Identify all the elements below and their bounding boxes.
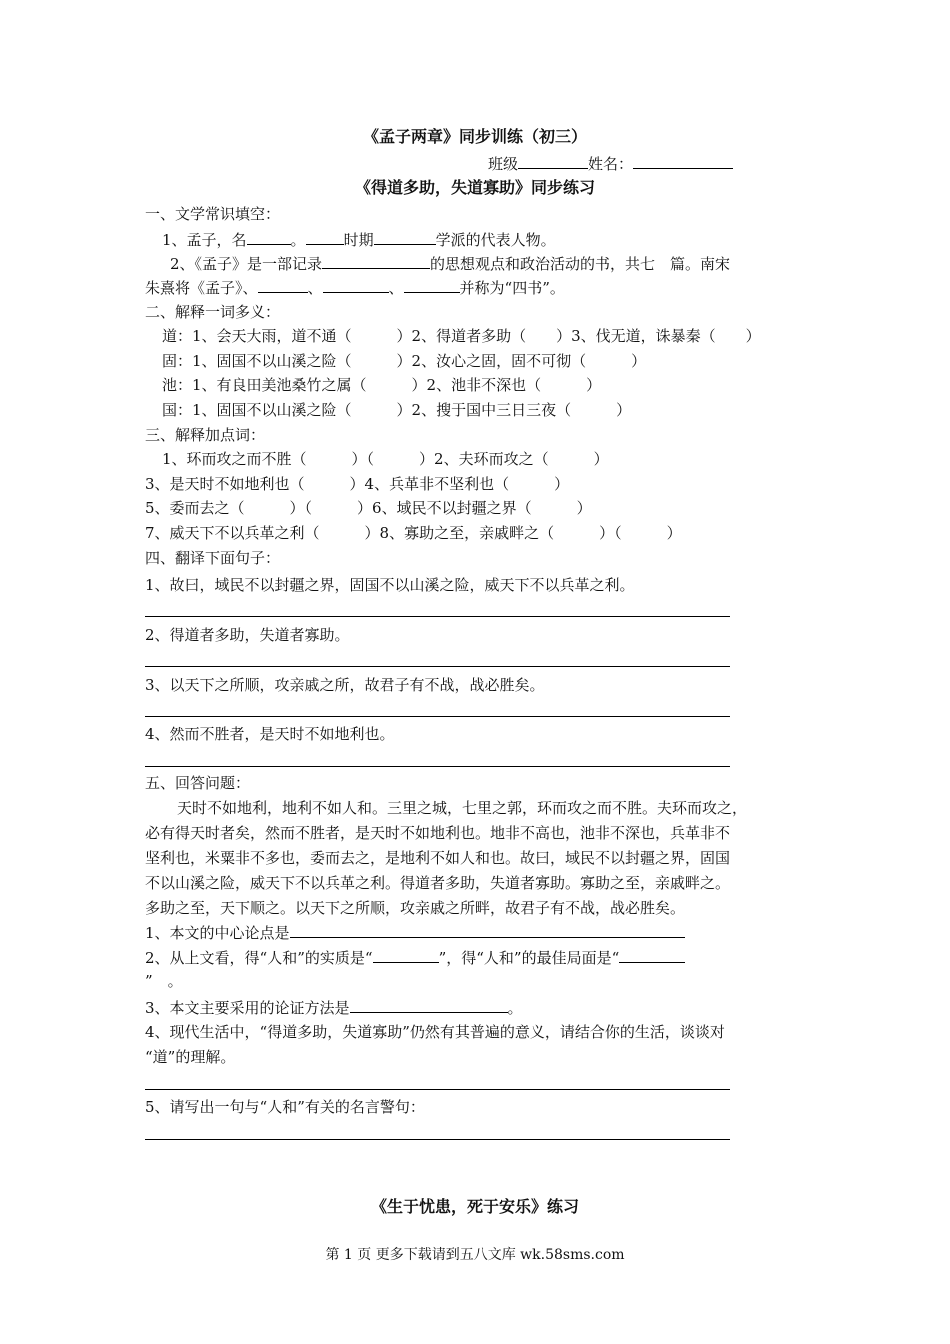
- class-name-line: [488, 152, 733, 175]
- translate-q1: 1、故曰，域民不以封疆之界，固国不以山溪之险，威天下不以兵革之利。: [145, 576, 635, 594]
- q3-label: 3、本文主要采用的论证方法是: [145, 999, 350, 1017]
- translate-q4: 4、然而不胜者，是天时不如地利也。: [145, 725, 395, 743]
- school-blank[interactable]: [374, 228, 436, 245]
- record-blank[interactable]: [322, 252, 430, 269]
- q2-text-b: 的思想观点和政治活动的书，共七 篇。南宋: [430, 255, 731, 273]
- translate-q3: 3、以天下之所顺，攻亲戚之所，故君子有不战，战必胜矣。: [145, 676, 545, 694]
- answer-q4-line1: 4、现代生活中，“得道多助，失道寡助”仍然有其普遍的意义，请结合你的生活，谈谈对: [145, 1023, 725, 1041]
- dotted-words-line1: 1、环而攻之而不胜（ ）（ ）2、夫环而攻之（ ）: [162, 450, 609, 468]
- book-blank-3[interactable]: [404, 276, 460, 293]
- subtitle-shengyu: 《生于忧患，死于安乐》练习: [370, 1197, 579, 1216]
- section5-heading: 五、回答问题：: [145, 774, 251, 792]
- q1-label: 1、本文的中心论点是: [145, 924, 290, 942]
- renhe-best-blank[interactable]: [619, 946, 685, 963]
- period-blank[interactable]: [306, 228, 344, 245]
- mencius-name-blank[interactable]: [247, 228, 291, 245]
- section3-heading: 三、解释加点词：: [145, 426, 266, 444]
- q2-text-f: 并称为“四书”。: [459, 279, 565, 297]
- method-blank[interactable]: [350, 996, 508, 1013]
- thesis-blank[interactable]: [290, 921, 685, 938]
- answer-q2: [145, 946, 685, 969]
- book-blank-2[interactable]: [323, 276, 389, 293]
- polysemy-dao: 道：1、会天大雨，道不通（ ）2、得道者多助（ ）3、伐无道，诛暴秦（ ）: [162, 327, 761, 345]
- name-blank[interactable]: [633, 152, 733, 169]
- name-label: 姓名：: [588, 155, 634, 173]
- answer-line[interactable]: [145, 616, 730, 617]
- answer-line[interactable]: [145, 1089, 730, 1090]
- s1-question2-line2: [145, 276, 565, 299]
- passage-line: 不以山溪之险，威天下不以兵革之利。得道者多助，失道者寡助。寡助之至，亲戚畔之。: [145, 874, 731, 892]
- answer-line[interactable]: [145, 1139, 730, 1140]
- passage-line: 必有得天时者矣，然而不胜者，是天时不如地利也。地非不高也，池非不深也，兵革非不: [145, 824, 731, 842]
- section1-heading: 一、文学常识填空：: [145, 205, 281, 223]
- answer-q3: [145, 996, 523, 1019]
- section4-heading: 四、翻译下面句子：: [145, 549, 281, 567]
- answer-line[interactable]: [145, 766, 730, 767]
- page-footer: 第 1 页 更多下载请到五八文库 wk.58sms.com: [325, 1247, 625, 1263]
- class-label: 班级: [488, 155, 519, 173]
- polysemy-guo: 国：1、固国不以山溪之险（ ）2、搜于国中三日三夜（ ）: [162, 401, 632, 419]
- polysemy-chi: 池：1、有良田美池桑竹之属（ ）2、池非不深也（ ）: [162, 376, 602, 394]
- q1-text-d: 学派的代表人物。: [435, 231, 556, 249]
- subtitle-dedao: 《得道多助，失道寡助》同步练习: [354, 178, 595, 197]
- renhe-essence-blank[interactable]: [373, 946, 439, 963]
- q2-text-c: 朱熹将《孟子》、: [145, 279, 258, 297]
- answer-q4-line2: “道”的理解。: [145, 1048, 236, 1066]
- dotted-words-line3: 5、委而去之（ ）（ ）6、域民不以封疆之界（ ）: [145, 499, 592, 517]
- answer-line[interactable]: [145, 716, 730, 717]
- answer-line[interactable]: [145, 666, 730, 667]
- passage-line: 坚利也，米粟非不多也，委而去之，是地利不如人和也。故曰，域民不以封疆之界，固国: [145, 849, 731, 867]
- dotted-words-line2: 3、是天时不如地利也（ ）4、兵革非不坚利也（ ）: [145, 475, 570, 493]
- passage-line: 多助之至，天下顺之。以天下之所顺，攻亲戚之所畔，故君子有不战，战必胜矣。: [145, 899, 686, 917]
- q2-text-d: 、: [307, 279, 323, 297]
- translate-q2: 2、得道者多助，失道者寡助。: [145, 626, 350, 644]
- s1-question1: [162, 228, 556, 251]
- q2-text-e: 、: [388, 279, 404, 297]
- q1-text-c: 时期: [343, 231, 374, 249]
- answer-q5: 5、请写出一句与“人和”有关的名言警句：: [145, 1098, 425, 1116]
- q2-text-b: ”，得“人和”的最佳局面是“: [438, 949, 620, 967]
- section2-heading: 二、解释一词多义：: [145, 303, 281, 321]
- q1-text-b: 。: [290, 231, 306, 249]
- dotted-words-line4: 7、威天下不以兵革之利（ ）8、寡助之至，亲戚畔之（ ）（ ）: [145, 524, 682, 542]
- answer-q2-end: ” 。: [145, 972, 183, 990]
- s1-question2-line1: [170, 252, 730, 275]
- q1-text-a: 1、孟子，名: [162, 231, 247, 249]
- class-blank[interactable]: [518, 152, 588, 169]
- q2-text-a: 2、从上文看，得“人和”的实质是“: [145, 949, 373, 967]
- book-blank-1[interactable]: [258, 276, 308, 293]
- q2-text-a: 2、《孟子》是一部记录: [170, 255, 323, 273]
- answer-q1: [145, 921, 685, 944]
- page-title: 《孟子两章》同步训练（初三）: [362, 127, 587, 146]
- polysemy-gu: 固：1、固国不以山溪之险（ ）2、汝心之固，固不可彻（ ）: [162, 352, 647, 370]
- passage-line: 天时不如地利，地利不如人和。三里之城，七里之郭，环而攻之而不胜。夫环而攻之，: [177, 799, 748, 817]
- q3-text-b: 。: [507, 999, 523, 1017]
